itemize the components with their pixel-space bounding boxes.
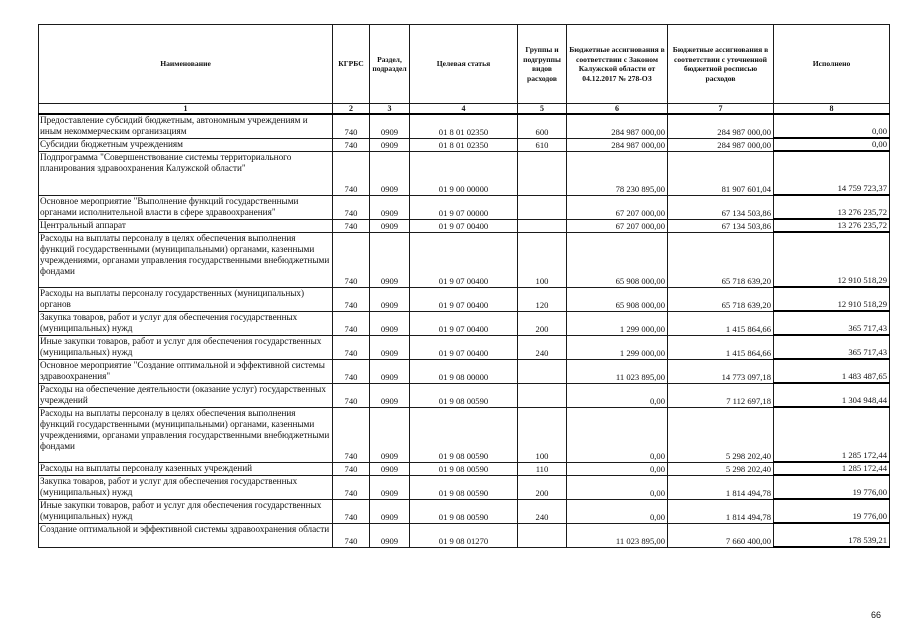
- cell-kgrbs: 740: [333, 114, 370, 138]
- cell-target: 01 9 08 00590: [410, 407, 518, 462]
- cell-law: 0,00: [567, 407, 668, 462]
- cell-kgrbs: 740: [333, 359, 370, 383]
- cell-executed: 1 483 487,65: [774, 359, 890, 383]
- cell-section: 0909: [370, 219, 410, 232]
- table-row: [39, 195, 890, 219]
- cell-executed: 12 910 518,29: [774, 232, 890, 287]
- cell-kgrbs: 740: [333, 232, 370, 287]
- cell-kgrbs: 740: [333, 499, 370, 523]
- header-kgrbs: КГРБС: [333, 25, 370, 104]
- table-row: [39, 232, 890, 287]
- cell-executed: 13 276 235,72: [774, 219, 890, 232]
- cell-group: [518, 219, 567, 232]
- cell-law: 284 987 000,00: [567, 138, 668, 151]
- cell-refined: 81 907 601,04: [668, 151, 774, 195]
- cell-name: Расходы на выплаты персоналу в целях обеспечения выполнения функций государственными (муниципальными) органами, казенными учреждениями, органами управления государственными внебюджетными фондами: [39, 407, 333, 462]
- header-number: 2: [333, 104, 370, 115]
- table-row: [39, 138, 890, 151]
- cell-kgrbs: 740: [333, 138, 370, 151]
- cell-refined: 5 298 202,40: [668, 462, 774, 475]
- cell-kgrbs: 740: [333, 462, 370, 475]
- cell-target: 01 9 07 00400: [410, 287, 518, 311]
- cell-law: 67 207 000,00: [567, 195, 668, 219]
- table-row: [39, 523, 890, 547]
- cell-refined: 65 718 639,20: [668, 232, 774, 287]
- header-group: Группы и подгруппы видов расходов: [518, 25, 567, 104]
- cell-section: 0909: [370, 195, 410, 219]
- cell-group: 240: [518, 335, 567, 359]
- cell-name: Создание оптимальной и эффективной системы здравоохранения области: [39, 523, 333, 547]
- cell-law: 78 230 895,00: [567, 151, 668, 195]
- cell-name: Закупка товаров, работ и услуг для обеспечения государственных (муниципальных) нужд: [39, 311, 333, 335]
- cell-kgrbs: 740: [333, 523, 370, 547]
- cell-law: 0,00: [567, 475, 668, 499]
- cell-section: 0909: [370, 475, 410, 499]
- cell-law: 284 987 000,00: [567, 114, 668, 138]
- table-row: [39, 287, 890, 311]
- table-row: [39, 219, 890, 232]
- header-executed: Исполнено: [774, 25, 890, 104]
- cell-group: 610: [518, 138, 567, 151]
- cell-section: 0909: [370, 335, 410, 359]
- cell-kgrbs: 740: [333, 287, 370, 311]
- cell-law: 0,00: [567, 383, 668, 407]
- cell-executed: 19 776,00: [774, 475, 890, 499]
- cell-section: 0909: [370, 287, 410, 311]
- table-body: [39, 114, 890, 547]
- cell-kgrbs: 740: [333, 335, 370, 359]
- cell-refined: 1 415 864,66: [668, 311, 774, 335]
- cell-kgrbs: 740: [333, 311, 370, 335]
- table-row: [39, 475, 890, 499]
- table-row: [39, 359, 890, 383]
- cell-target: 01 8 01 02350: [410, 114, 518, 138]
- header-name: Наименование: [39, 25, 333, 104]
- cell-executed: 1 285 172,44: [774, 407, 890, 462]
- cell-target: 01 9 07 00400: [410, 335, 518, 359]
- cell-law: 1 299 000,00: [567, 311, 668, 335]
- cell-refined: 65 718 639,20: [668, 287, 774, 311]
- cell-group: 100: [518, 407, 567, 462]
- header-number: 3: [370, 104, 410, 115]
- cell-refined: 1 814 494,78: [668, 475, 774, 499]
- cell-section: 0909: [370, 114, 410, 138]
- cell-refined: 284 987 000,00: [668, 114, 774, 138]
- cell-target: 01 9 07 00400: [410, 232, 518, 287]
- table-row: [39, 462, 890, 475]
- table-row: [39, 151, 890, 195]
- cell-group: 100: [518, 232, 567, 287]
- cell-law: 11 023 895,00: [567, 359, 668, 383]
- cell-name: Центральный аппарат: [39, 219, 333, 232]
- header-row: [39, 25, 890, 104]
- cell-executed: 1 285 172,44: [774, 462, 890, 475]
- cell-name: Расходы на обеспечение деятельности (оказание услуг) государственных учреждений: [39, 383, 333, 407]
- cell-section: 0909: [370, 407, 410, 462]
- cell-executed: 365 717,43: [774, 311, 890, 335]
- header-number: 4: [410, 104, 518, 115]
- cell-section: 0909: [370, 232, 410, 287]
- cell-target: 01 9 08 00590: [410, 462, 518, 475]
- header-target: Целевая статья: [410, 25, 518, 104]
- cell-name: Подпрограмма "Совершенствование системы территориального планирования здравоохранения Калужской области": [39, 151, 333, 195]
- header-number: 8: [774, 104, 890, 115]
- cell-executed: 19 776,00: [774, 499, 890, 523]
- cell-target: 01 9 07 00400: [410, 311, 518, 335]
- cell-group: 120: [518, 287, 567, 311]
- cell-name: Закупка товаров, работ и услуг для обеспечения государственных (муниципальных) нужд: [39, 475, 333, 499]
- cell-kgrbs: 740: [333, 151, 370, 195]
- cell-group: [518, 523, 567, 547]
- budget-table: [38, 24, 890, 548]
- cell-law: 65 908 000,00: [567, 287, 668, 311]
- cell-section: 0909: [370, 462, 410, 475]
- cell-executed: 13 276 235,72: [774, 195, 890, 219]
- cell-refined: 67 134 503,86: [668, 195, 774, 219]
- cell-name: Расходы на выплаты персоналу казенных учреждений: [39, 462, 333, 475]
- cell-name: Иные закупки товаров, работ и услуг для обеспечения государственных (муниципальных) нужд: [39, 499, 333, 523]
- cell-group: [518, 195, 567, 219]
- cell-group: 110: [518, 462, 567, 475]
- cell-group: 600: [518, 114, 567, 138]
- cell-group: [518, 151, 567, 195]
- cell-kgrbs: 740: [333, 407, 370, 462]
- header-number: 5: [518, 104, 567, 115]
- cell-kgrbs: 740: [333, 219, 370, 232]
- cell-section: 0909: [370, 138, 410, 151]
- cell-target: 01 9 08 00590: [410, 499, 518, 523]
- header-number-row: [39, 104, 890, 115]
- cell-target: 01 9 08 01270: [410, 523, 518, 547]
- header-law: Бюджетные ассигнования в соответствии с Законом Калужской области от 04.12.2017 № 278-ОЗ: [567, 25, 668, 104]
- cell-law: 0,00: [567, 462, 668, 475]
- cell-section: 0909: [370, 311, 410, 335]
- cell-name: Основное мероприятие "Выполнение функций государственными органами исполнительной власти в сфере здравоохранения": [39, 195, 333, 219]
- cell-executed: 1 304 948,44: [774, 383, 890, 407]
- cell-executed: 14 759 723,37: [774, 151, 890, 195]
- cell-refined: 7 112 697,18: [668, 383, 774, 407]
- table-row: [39, 311, 890, 335]
- header-section: Раздел, подраздел: [370, 25, 410, 104]
- cell-law: 0,00: [567, 499, 668, 523]
- cell-name: Субсидии бюджетным учреждениям: [39, 138, 333, 151]
- table-row: [39, 499, 890, 523]
- cell-law: 1 299 000,00: [567, 335, 668, 359]
- cell-group: [518, 383, 567, 407]
- header-refined: Бюджетные ассигнования в соответствии с уточненной бюджетной росписью расходов: [668, 25, 774, 104]
- cell-target: 01 8 01 02350: [410, 138, 518, 151]
- cell-group: 200: [518, 311, 567, 335]
- cell-name: Основное мероприятие "Создание оптимальной и эффективной системы здравоохранения": [39, 359, 333, 383]
- cell-section: 0909: [370, 383, 410, 407]
- cell-refined: 67 134 503,86: [668, 219, 774, 232]
- table-row: [39, 114, 890, 138]
- page-number: 66: [870, 610, 881, 620]
- header-number: 1: [39, 104, 333, 115]
- cell-refined: 1 415 864,66: [668, 335, 774, 359]
- cell-section: 0909: [370, 151, 410, 195]
- cell-law: 65 908 000,00: [567, 232, 668, 287]
- cell-name: Иные закупки товаров, работ и услуг для обеспечения государственных (муниципальных) нужд: [39, 335, 333, 359]
- cell-kgrbs: 740: [333, 475, 370, 499]
- cell-law: 11 023 895,00: [567, 523, 668, 547]
- cell-group: [518, 359, 567, 383]
- cell-executed: 365 717,43: [774, 335, 890, 359]
- cell-kgrbs: 740: [333, 383, 370, 407]
- cell-refined: 284 987 000,00: [668, 138, 774, 151]
- table-row: [39, 383, 890, 407]
- cell-executed: 12 910 518,29: [774, 287, 890, 311]
- cell-refined: 1 814 494,78: [668, 499, 774, 523]
- cell-name: Расходы на выплаты персоналу в целях обеспечения выполнения функций государственными (муниципальными) органами, казенными учреждениями, органами управления государственными внебюджетными фондами: [39, 232, 333, 287]
- cell-refined: 5 298 202,40: [668, 407, 774, 462]
- cell-target: 01 9 07 00400: [410, 219, 518, 232]
- cell-refined: 7 660 400,00: [668, 523, 774, 547]
- cell-executed: 178 539,21: [774, 523, 890, 547]
- cell-section: 0909: [370, 359, 410, 383]
- header-number: 6: [567, 104, 668, 115]
- cell-name: Расходы на выплаты персоналу государственных (муниципальных) органов: [39, 287, 333, 311]
- header-number: 7: [668, 104, 774, 115]
- cell-target: 01 9 00 00000: [410, 151, 518, 195]
- cell-target: 01 9 08 00590: [410, 475, 518, 499]
- cell-group: 240: [518, 499, 567, 523]
- cell-kgrbs: 740: [333, 195, 370, 219]
- cell-group: 200: [518, 475, 567, 499]
- cell-section: 0909: [370, 499, 410, 523]
- cell-executed: 0,00: [774, 114, 890, 138]
- cell-target: 01 9 07 00000: [410, 195, 518, 219]
- cell-target: 01 9 08 00000: [410, 359, 518, 383]
- cell-law: 67 207 000,00: [567, 219, 668, 232]
- cell-name: Предоставление субсидий бюджетным, автономным учреждениям и иным некоммерческим организациям: [39, 114, 333, 138]
- cell-section: 0909: [370, 523, 410, 547]
- cell-target: 01 9 08 00590: [410, 383, 518, 407]
- cell-executed: 0,00: [774, 138, 890, 151]
- cell-refined: 14 773 097,18: [668, 359, 774, 383]
- table-row: [39, 407, 890, 462]
- table-row: [39, 335, 890, 359]
